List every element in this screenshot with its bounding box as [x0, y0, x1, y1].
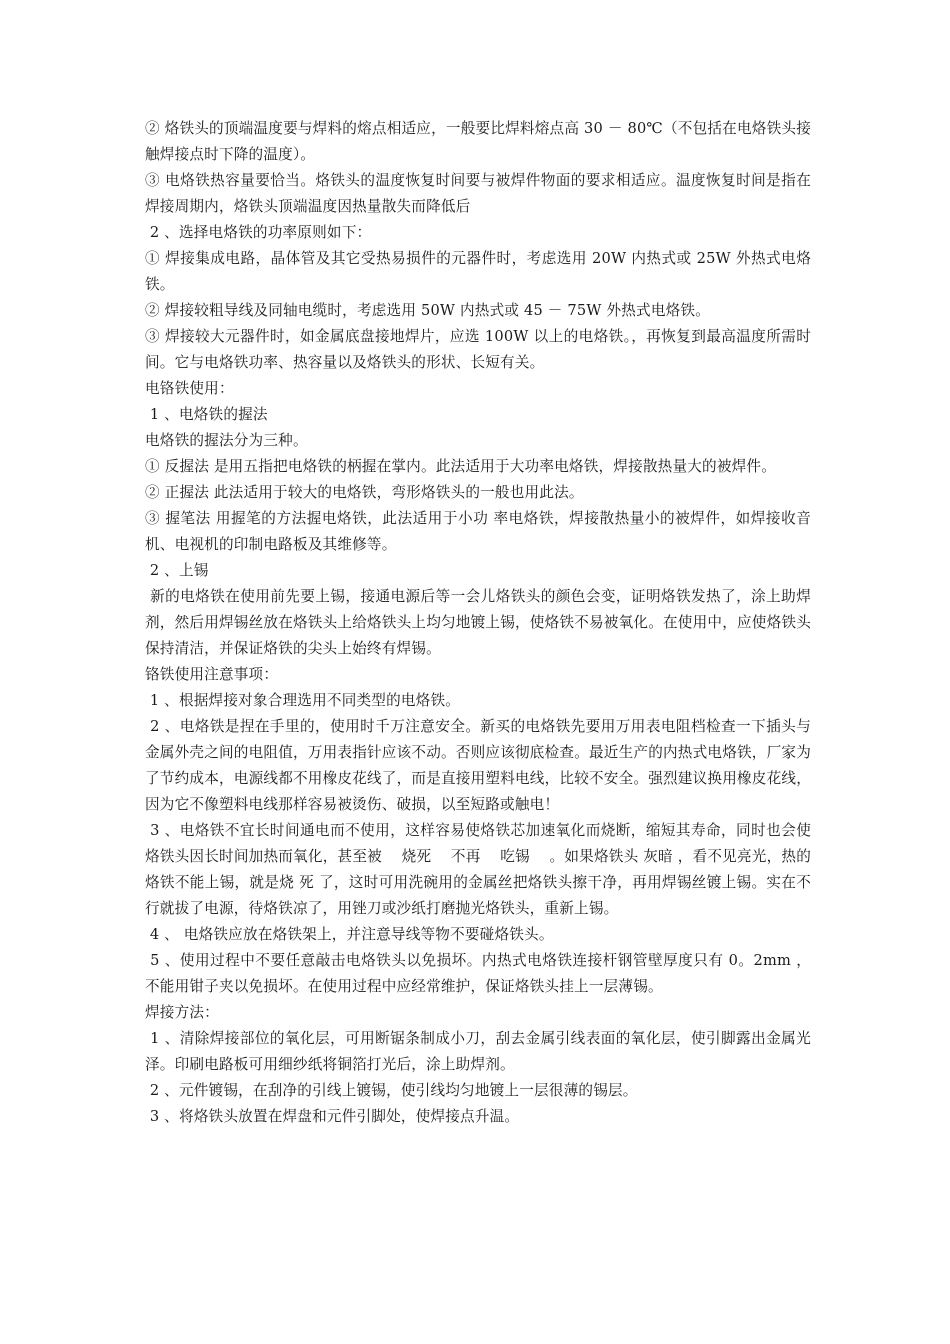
- section-heading: 焊接方法：: [145, 1004, 219, 1021]
- section-heading: 2 、上锡: [145, 562, 209, 579]
- paragraph: ① 焊接集成电路，晶体管及其它受热易损件的元器件时，考虑选用 20W 内热式或 25W 外热式电烙铁。: [145, 250, 811, 293]
- paragraph: ② 烙铁头的顶端温度要与焊料的熔点相适应，一般要比焊料熔点高 30 － 80℃（不包括在电烙铁头接触焊接点时下降的温度）。: [145, 120, 811, 163]
- paragraph: 1 、根据焊接对象合理选用不同类型的电烙铁。: [145, 692, 461, 709]
- paragraph: 3 、电烙铁不宜长时间通电而不使用，这样容易使烙铁芯加速氧化而烧断，缩短其寿命，同时也会使烙铁头因长时间加热而氧化，甚至被 烧死 不再 吃锡 。如果烙铁头 灰暗 ，看不见亮光，热的烙铁不能上锡，就是烧 死 了，这时可用洗碗用的金属丝把烙铁头擦干净，再用焊锡丝镀上锡。实在不行就拔了电源，待烙铁凉了，用锉刀或沙纸打磨抛光烙铁头，重新上锡。: [145, 822, 811, 917]
- paragraph: 新的电烙铁在使用前先要上锡，接通电源后等一会儿烙铁头的颜色会变，证明烙铁发热了，涂上助焊剂，然后用焊锡丝放在烙铁头上给烙铁头上均匀地镀上锡，使烙铁不易被氧化。在使用中，应使烙铁头保持清洁，并保证烙铁的尖头上始终有焊锡。: [145, 588, 811, 657]
- section-heading: 1 、电烙铁的握法: [145, 406, 268, 423]
- document-body: [145, 116, 811, 1130]
- paragraph: ③ 电烙铁热容量要恰当。烙铁头的温度恢复时间要与被焊件物面的要求相适应。温度恢复时间是指在焊接周期内，烙铁头顶端温度因热量散失而降低后: [145, 172, 811, 215]
- paragraph: ③ 握笔法 用握笔的方法握电烙铁，此法适用于小功 率电烙铁，焊接散热量小的被焊件，如焊接收音机、电视机的印制电路板及其维修等。: [145, 510, 811, 553]
- paragraph: ② 正握法 此法适用于较大的电烙铁，弯形烙铁头的一般也用此法。: [145, 484, 584, 501]
- section-heading: 2 、选择电烙铁的功率原则如下：: [145, 224, 372, 241]
- paragraph: ② 焊接较粗导线及同轴电缆时，考虑选用 50W 内热式或 45 － 75W 外热式电烙铁。: [145, 302, 710, 319]
- paragraph: ① 反握法 是用五指把电烙铁的柄握在掌内。此法适用于大功率电烙铁，焊接散热量大的被焊件。: [145, 458, 777, 475]
- paragraph: 2 、电烙铁是捏在手里的，使用时千万注意安全。新买的电烙铁先要用万用表电阻档检查一下插头与金属外壳之间的电阻值，万用表指针应该不动。否则应该彻底检查。最近生产的内热式电烙铁，厂家为了节约成本，电源线都不用橡皮花线了，而是直接用塑料电线，比较不安全。强烈建议换用橡皮花线，因为它不像塑料电线那样容易被烫伤、破损，以至短路或触电！: [145, 718, 811, 813]
- paragraph: 电烙铁的握法分为三种。: [145, 432, 308, 449]
- section-heading: 电铬铁使用：: [145, 380, 234, 397]
- paragraph: 3 、将烙铁头放置在焊盘和元件引脚处，使焊接点升温。: [145, 1108, 520, 1125]
- paragraph: ③ 焊接较大元器件时，如金属底盘接地焊片，应选 100W 以上的电烙铁。，再恢复到最高温度所需时间。它与电烙铁功率、热容量以及烙铁头的形状、长短有关。: [145, 328, 811, 371]
- paragraph: 5 、使用过程中不要任意敲击电烙铁头以免损坏。内热式电烙铁连接杆钢管壁厚度只有 0。2mm ，不能用钳子夹以免损坏。在使用过程中应经常维护，保证烙铁头挂上一层薄锡。: [145, 952, 811, 995]
- paragraph: 1 、清除焊接部位的氧化层，可用断锯条制成小刀，刮去金属引线表面的氧化层，使引脚露出金属光泽。印刷电路板可用细纱纸将铜箔打光后，涂上助焊剂。: [145, 1030, 811, 1073]
- section-heading: 铬铁使用注意事项：: [145, 666, 279, 683]
- paragraph: 4 、 电烙铁应放在烙铁架上，并注意导线等物不要碰烙铁头。: [145, 926, 554, 943]
- paragraph: 2 、元件镀锡，在刮净的引线上镀锡，使引线均匀地镀上一层很薄的锡层。: [145, 1082, 638, 1099]
